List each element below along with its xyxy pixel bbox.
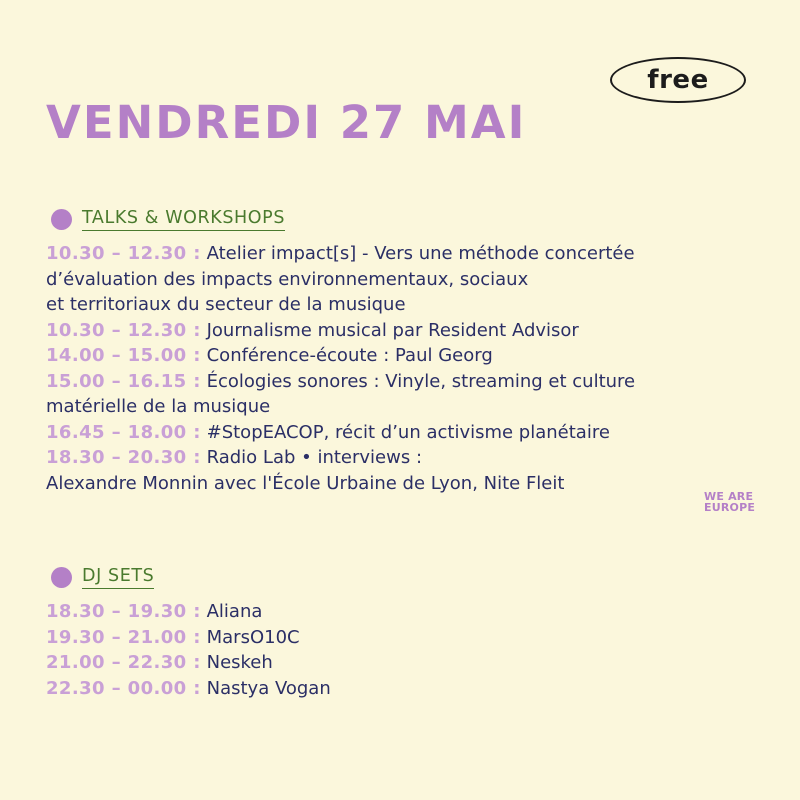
talks-line	[46, 445, 635, 471]
logo-line: EUROPE	[704, 501, 756, 514]
dj-sets-list	[46, 599, 331, 701]
event-text: Conférence-écoute : Paul Georg	[206, 345, 493, 366]
artist-name: Aliana	[206, 601, 263, 622]
dj-sets-section	[46, 563, 331, 701]
event-text: matérielle de la musique	[46, 396, 271, 417]
talks-line	[46, 471, 635, 497]
dj-set-line	[46, 650, 331, 676]
bullet-dot-icon	[51, 209, 72, 230]
page-title: VENDREDI 27 MAI	[46, 96, 527, 149]
artist-name: Nastya Vogan	[206, 677, 331, 699]
event-text: Alexandre Monnin avec l'École Urbaine de Lyon, Nite Fleit	[46, 472, 565, 494]
event-text: Radio Lab • interviews :	[206, 447, 423, 468]
event-text: Journalisme musical par Resident Advisor	[206, 319, 579, 341]
artist-name: MarsO10C	[206, 626, 300, 648]
talks-line	[46, 318, 635, 344]
talks-line	[46, 241, 635, 267]
free-badge: free	[610, 57, 746, 103]
talks-line	[46, 343, 635, 369]
we-are-europe-logo	[704, 491, 755, 513]
talks-line	[46, 369, 635, 395]
time-range: 18.30 – 19.30 :	[46, 601, 201, 622]
bullet-dot-icon	[51, 567, 72, 588]
talks-line	[46, 394, 635, 420]
time-range: 10.30 – 12.30 :	[46, 243, 201, 264]
event-text: #StopEACOP, récit d’un activisme planétaire	[206, 421, 610, 443]
dj-set-line	[46, 625, 331, 651]
talks-line	[46, 292, 635, 318]
event-text: Écologies sonores : Vinyle, streaming et culture	[206, 370, 636, 392]
event-text: et territoriaux du secteur de la musique	[46, 294, 406, 315]
talks-section	[46, 205, 635, 496]
dj-set-line	[46, 599, 331, 625]
dj-set-line	[46, 676, 331, 702]
event-text: Atelier impact[s] - Vers une méthode concertée	[206, 243, 635, 264]
dj-sets-section-label: DJ SETS	[82, 565, 154, 589]
time-range: 22.30 – 00.00 :	[46, 677, 201, 699]
talks-line	[46, 267, 635, 293]
time-range: 16.45 – 18.00 :	[46, 421, 201, 443]
time-range: 18.30 – 20.30 :	[46, 447, 201, 468]
talks-list	[46, 241, 635, 496]
time-range: 15.00 – 16.15 :	[46, 370, 201, 392]
event-text: d’évaluation des impacts environnementaux, sociaux	[46, 268, 529, 290]
dj-sets-section-header	[46, 563, 331, 591]
time-range: 19.30 – 21.00 :	[46, 626, 201, 648]
artist-name: Neskeh	[206, 652, 273, 673]
time-range: 21.00 – 22.30 :	[46, 652, 201, 673]
talks-section-label: TALKS & WORKSHOPS	[82, 207, 285, 231]
logo-line: WE ARE	[704, 490, 754, 503]
time-range: 14.00 – 15.00 :	[46, 345, 201, 366]
time-range: 10.30 – 12.30 :	[46, 319, 201, 341]
talks-line	[46, 420, 635, 446]
talks-section-header	[46, 205, 635, 233]
